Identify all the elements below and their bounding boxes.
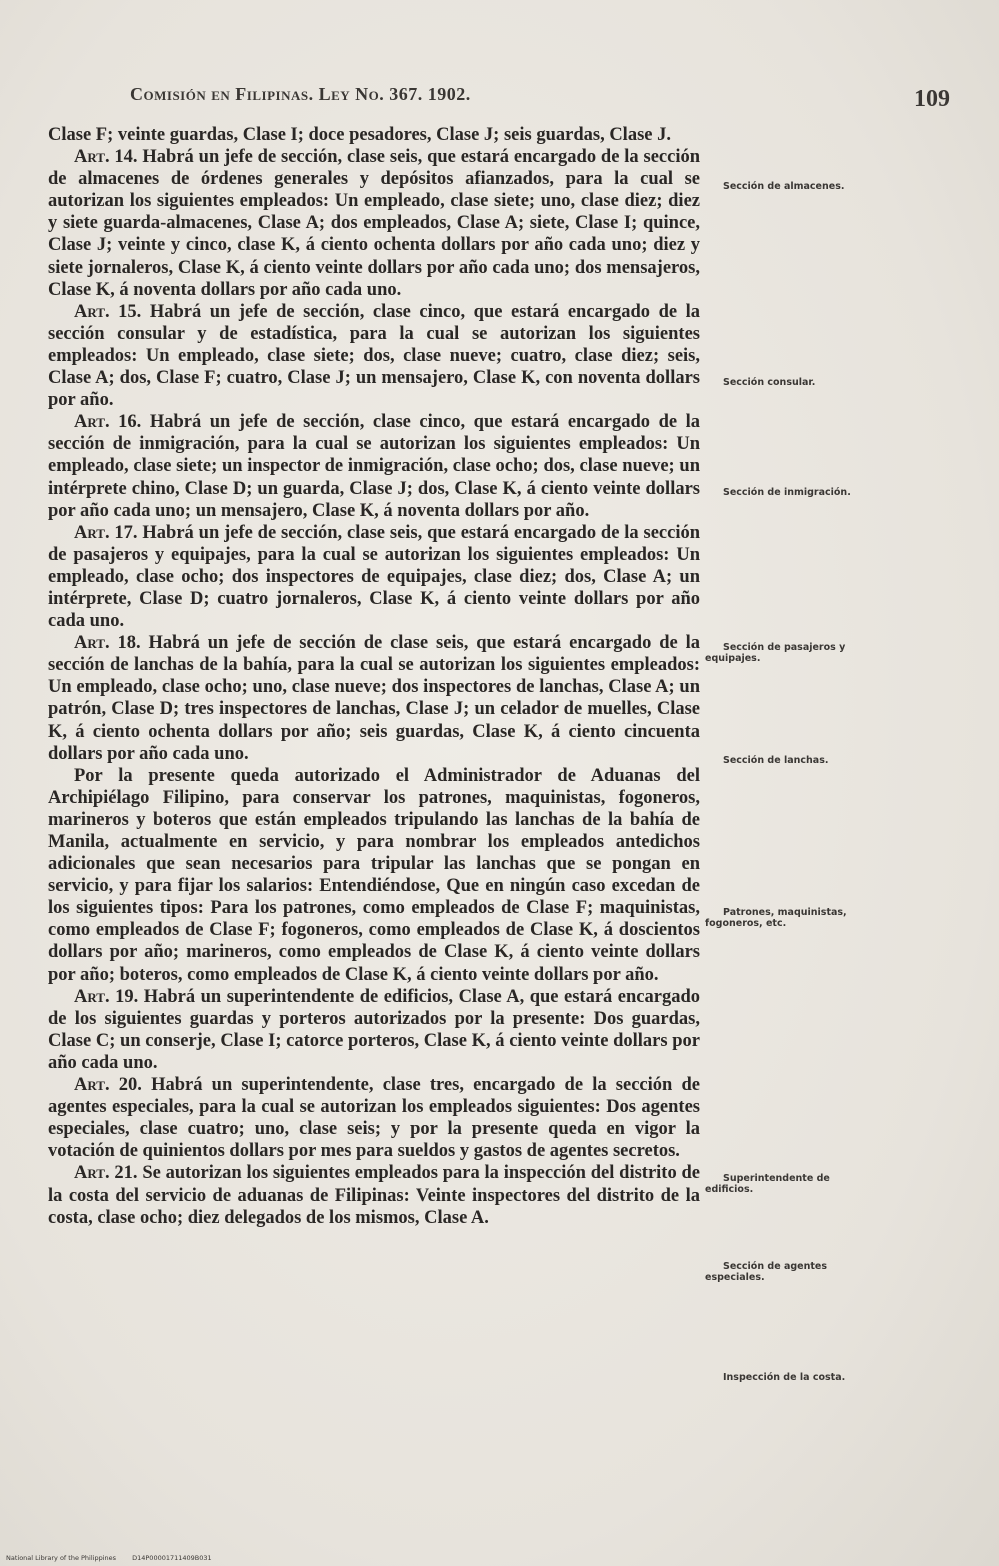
article-17 <box>48 522 700 632</box>
article-text: Habrá un superintendente, clase tres, encargado de la sección de agentes especiales, para la cual se autorizan los empleados siguientes: Dos agentes especiales, clase cuatro; uno, clase seis; y por la presente queda en vigor la votación de quinientos dollars por mes para sueldos y gastos de agentes secretos. <box>48 1075 700 1162</box>
margin-note-inmigracion: Sección de inmigración. <box>723 487 851 498</box>
article-19 <box>48 986 700 1074</box>
margin-note-costa: Inspección de la costa. <box>723 1372 846 1383</box>
page-number: 109 <box>914 86 950 112</box>
footer-code: D14P00001711409B031 <box>132 1554 212 1562</box>
article-text: Habrá un jefe de sección de clase seis, que estará encargado de la sección de lanchas de la bahía, para la cual se autorizan los siguientes empleados: Un empleado, clase ocho; uno, clase nueve; dos inspectores de lanchas, Clase A; un patrón, Clase D; tres inspectores de lanchas, Clase J; un celador de muelles, Clase K, á ciento ochenta dollars por año; seis guardas, Clase K, á ciento cincuenta dollars por año cada uno. <box>48 633 700 764</box>
paragraph-administrador <box>48 765 700 986</box>
article-label: Art. 16. <box>74 412 142 433</box>
margin-note-consular: Sección consular. <box>723 377 816 388</box>
margin-note-edificios: Superintendente de edificios. <box>705 1173 830 1195</box>
footer-library: National Library of the Philippines <box>6 1554 117 1562</box>
article-text: Habrá un superintendente de edificios, Clase A, que estará encargado de los siguientes guardas y porteros autorizados por la presente: Dos guardas, Clase C; un conserje, Clase I; catorce porteros, Clase K, á ciento veinte dollars por año cada uno. <box>48 986 701 1073</box>
scan-footer <box>6 1554 226 1562</box>
margin-note-agentes: Sección de agentes especiales. <box>705 1261 828 1283</box>
article-label: Art. 19. <box>74 986 139 1007</box>
margin-note-almacenes: Sección de almacenes. <box>723 181 845 192</box>
article-text: Se autorizan los siguientes empleados para la inspección del distrito de la costa del servicio de aduanas de Filipinas: Veinte inspectores del distrito de la costa, clase ocho; diez delegados de los mismos, Clase A. <box>48 1163 701 1228</box>
article-label: Art. 18. <box>74 633 141 654</box>
margin-note-lanchas: Sección de lanchas. <box>723 755 829 766</box>
margin-note-patrones: Patrones, maquinistas, fogoneros, etc. <box>705 907 847 929</box>
article-label: Art. 15. <box>74 301 142 322</box>
paragraph-continuation: Clase F; veinte guardas, Clase I; doce pesadores, Clase J; seis guardas, Clase J. <box>48 125 671 145</box>
article-16 <box>48 411 700 521</box>
article-label: Art. 14. <box>74 147 138 168</box>
article-18 <box>48 632 700 765</box>
article-text: Habrá un jefe de sección, clase seis, que estará encargado de la sección de pasajeros y equipajes, para la cual se autorizan los siguientes empleados: Un empleado, clase ocho; dos inspectores de equipajes, clase diez; dos, Clase A; un intérprete, Clase D; cuatro jornaleros, Clase K, á ciento veinte dollars por año cada uno. <box>48 522 701 632</box>
paragraph-text: Por la presente queda autorizado el Administrador de Aduanas del Archipiélago Filipino, para conservar los patrones, maquinistas, fogoneros, marineros y boteros que están empleados tripulando las lanchas de la bahía de Manila, actualmente en servicio, y para nombrar los empleados antedichos adicionales que sean necesarios para tripular las lanchas que se pongan en servicio, y para fijar los salarios: Entendiéndose, Que en ningún caso excedan de los siguientes tipos: Para los patrones, como empleados de Clase F; maquinistas, como empleados de Clase F; fogoneros, como empleados de Clase K, á doscientos dollars por año; marineros, como empleados de Clase K, á ciento veinte dollars por año; boteros, como empleados de Clase K, á ciento veinte dollars por año. <box>48 765 700 985</box>
article-15 <box>48 301 700 411</box>
article-text: Habrá un jefe de sección, clase cinco, que estará encargado de la sección de inmigración, para la cual se autorizan los siguientes empleados: Un empleado, clase siete; un inspector de inmigración, clase ocho; dos, clase nueve; un intérprete chino, Clase D; un guarda, Clase J; dos, Clase K, á ciento veinte dollars por año cada uno; un mensajero, Clase K, á noventa dollars por año. <box>48 412 701 521</box>
article-label: Art. 20. <box>74 1075 142 1096</box>
article-21 <box>48 1162 700 1228</box>
article-20 <box>48 1074 700 1162</box>
article-text: Habrá un jefe de sección, clase cinco, que estará encargado de la sección consular y de estadística, para la cual se autorizan los siguientes empleados: Un empleado, clase siete; dos, clase nueve; cuatro, clase diez; seis, Clase A; dos, Clase F; cuatro, Clase J; un mensajero, Clase K, con noventa dollars por año. <box>48 301 701 411</box>
article-label: Art. 17. <box>74 522 138 543</box>
margin-note-pasajeros: Sección de pasajeros y equipajes. <box>705 642 846 664</box>
article-text: Habrá un jefe de sección, clase seis, que estará encargado de la sección de almacenes de órdenes generales y depósitos afianzados, para la cual se autorizan los siguientes empleados: Un empleado, clase siete; uno, clase diez; diez y siete guarda-almacenes, Clase A; dos empleados, Clase A; siete, Clase I; quince, Clase J; veinte y cinco, clase K, á ciento ochenta dollars por año cada uno; diez y siete jornaleros, Clase K, á ciento veinte dollars por año cada uno; dos mensajeros, Clase K, á noventa dollars por año cada uno. <box>48 147 701 300</box>
article-14 <box>48 146 700 301</box>
article-label: Art. 21. <box>74 1163 138 1184</box>
running-head: Comisión en Filipinas. Ley No. 367. 1902. <box>130 84 471 104</box>
body-text <box>48 124 700 1229</box>
